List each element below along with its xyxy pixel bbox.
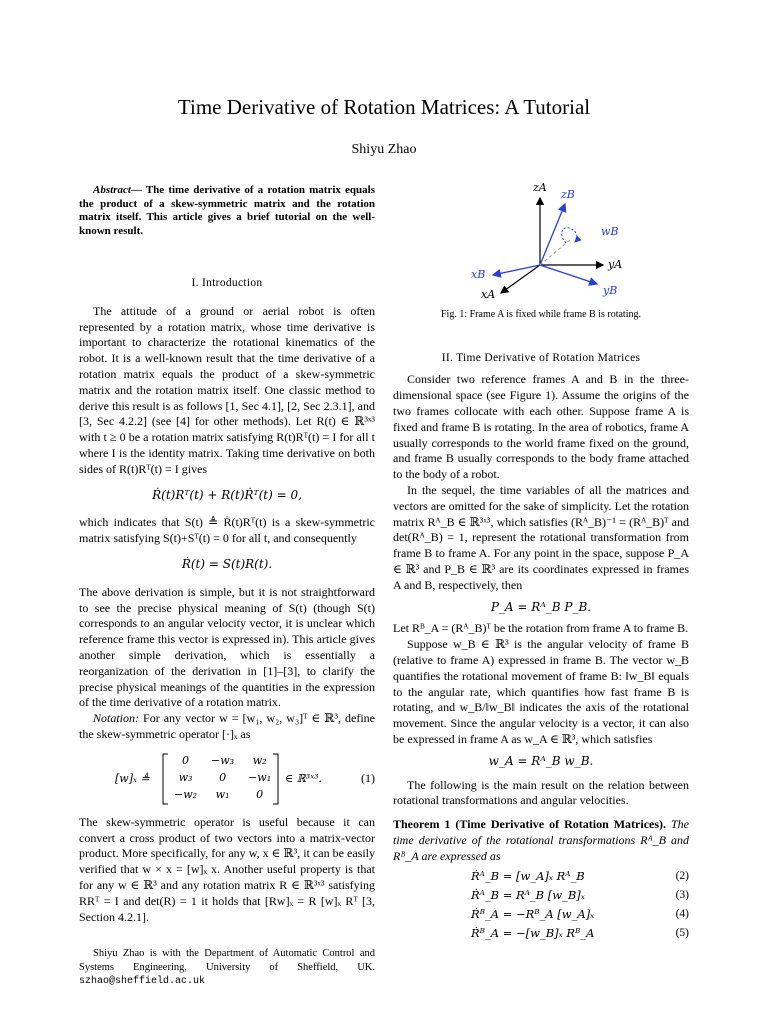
equation-derivative-identity: Ṙ(t)Rᵀ(t) + R(t)Ṙᵀ(t) = 0, — [152, 487, 302, 502]
author-name: Shiyu Zhao — [351, 142, 417, 157]
theorem-equations — [393, 869, 689, 945]
label-zA: zA — [533, 181, 547, 194]
figure-caption: Fig. 1: Frame A is fixed while frame B is rotating. — [441, 308, 641, 320]
theorem-text: The time derivative of the rotational transformations Rᴬ_B and Rᴮ_A are expressed as — [393, 817, 690, 863]
matrix-cell: 0 — [256, 788, 264, 802]
label-wB: wB — [601, 225, 619, 238]
theorem-label: Theorem 1 — [393, 817, 451, 832]
abstract: Abstract— The time derivative of a rotation matrix equals the product of a skew-symmetric matrix and the rotation matrix itself. This article gives a brief tutorial on the well-known result. — [79, 184, 375, 237]
right-column — [393, 176, 689, 945]
equation-1-skew-matrix — [79, 753, 375, 805]
author-email[interactable]: szhao@sheffield.ac.uk — [79, 976, 206, 988]
theorem-equation-expr: Ṙᴮ_A = −[w_B]ₓ Rᴮ_A — [471, 925, 595, 940]
sec2-paragraph-3: Let Rᴮ_A = (Rᴬ_B)ᵀ be the rotation from frame A to frame B. — [393, 621, 689, 636]
eq1-bracket-right — [272, 753, 280, 805]
matrix-row — [167, 787, 278, 804]
label-yA: yA — [608, 258, 623, 271]
sec2-paragraph-1: Consider two reference frames A and B in the three-dimensional space (see Figure 1). Assume the origins of the two frames collocate with each other. Suppose frame A is fixed and frame B is rotating. In the area of robotics, frame A usually corresponds to the world frame fixed on the ground, and frame B usually corresponds to the body frame attached to the body of a robot. — [393, 372, 689, 482]
theorem-equation-number: (5) — [675, 926, 689, 939]
sec2-paragraph-2: In the sequel, the time variables of all the matrices and vectors are omitted for the sake of simplicity. Let the rotation matrix Rᴬ_B ∈ ℝ³ˣ³, which satisfies (Rᴬ_B)⁻¹ = (Rᴬ_B)ᵀ and det(Rᴬ_B) = 1, represent the rotational transformation from frame B to frame A. For any point in the space, suppose P_A ∈ ℝ³ and P_B ∈ ℝ³ are its coordinates expressed in frames A and B, respectively, then — [393, 482, 689, 592]
matrix-cell: w₁ — [215, 788, 230, 802]
eq1-rhs: ∈ ℝ³ˣ³. — [285, 771, 323, 785]
theorem-equation-number: (2) — [675, 869, 689, 882]
theorem-equation — [393, 926, 689, 945]
matrix-cell: w₃ — [178, 771, 193, 785]
theorem-equation-expr: Ṙᴬ_B = Rᴬ_B [w_B]ₓ — [471, 887, 585, 902]
equation-angular-velocity: w_A = Rᴬ_B w_B. — [488, 753, 594, 768]
eq1-matrix — [167, 753, 278, 804]
theorem-equation — [393, 888, 689, 907]
theorem-equation-expr: Ṙᴬ_B = [w_A]ₓ Rᴬ_B — [471, 868, 585, 883]
intro-paragraph-3: The above derivation is simple, but it is not straightforward to see the precise physical meaning of S(t) (though S(t) corresponds to an angular velocity vector, it is unclear which reference frame this vector is expressed in). This article gives another simple derivation, which is essentially a reorganization of the derivation in [1]–[3], to clarify the precise physical meanings of the quantities in the expression of the time derivative of a rotation matrix. — [79, 584, 375, 710]
theorem-equation-number: (3) — [675, 888, 689, 901]
matrix-row — [167, 770, 278, 787]
paper-title: Time Derivative of Rotation Matrices: A Tutorial — [177, 95, 591, 119]
sec2-paragraph-5: The following is the main result on the relation between rotational transformations and angular velocities. — [393, 777, 689, 808]
matrix-cell: −w₁ — [248, 771, 272, 785]
matrix-cell: 0 — [182, 754, 190, 768]
section-heading-introduction: I. Introduction — [191, 277, 263, 289]
theorem-1 — [393, 817, 689, 864]
theorem-name: (Time Derivative of Rotation Matrices). — [455, 817, 667, 832]
abstract-label: Abstract — [93, 184, 131, 196]
label-yB: yB — [603, 284, 618, 297]
abstract-text: The time derivative of a rotation matrix equals the product of a skew-symmetric matrix and the rotation matrix itself. This article gives a brief tutorial on the well-known result. — [79, 184, 375, 237]
eq1-number: (1) — [361, 770, 375, 785]
intro-paragraph-4: The skew-symmetric operator is useful because it can convert a cross product of two vectors into a matrix-vector product. More specifically, for any w, x ∈ ℝ³, it can be easily verified that w × x = [w]ₓ x. Another useful property is that for any w ∈ ℝ³ and any rotation matrix R ∈ ℝ³ˣ³ satisfying RRᵀ = I and det(R) = 1 it holds that [Rw]ₓ = R [w]ₓ Rᵀ [3, Section 4.2.1]. — [79, 814, 375, 924]
matrix-row — [167, 753, 278, 770]
section-heading-time-derivative: II. Time Derivative of Rotation Matrices — [441, 351, 641, 364]
matrix-cell: −w₂ — [174, 788, 198, 802]
eq1-lhs: [w]ₓ ≜ — [115, 771, 150, 785]
theorem-equation-number: (4) — [675, 907, 689, 920]
figure-1-frames — [393, 176, 689, 302]
axis-yB — [540, 265, 597, 284]
theorem-equation — [393, 869, 689, 888]
theorem-equation — [393, 907, 689, 926]
matrix-cell: w₂ — [252, 754, 267, 768]
intro-paragraph-1: The attitude of a ground or aerial robot is often represented by a rotation matrix, whose time derivative is important to characterize the rotational kinematics of the robot. It is a well-known result that the time derivative of a rotation matrix equals the product of a skew-symmetric matrix and the rotation matrix itself. One classic method to derive this result is as follows [1, Sec 4.1], [2, Sec 2.3.1], and [3, Sec 4.2.2] (see [4] for other methods). Let R(t) ∈ ℝ³ˣ³ with t ≥ 0 be a rotation matrix satisfying R(t)Rᵀ(t) = I for all t where I is the identity matrix. Taking time derivative on both sides of R(t)Rᵀ(t) = I gives — [79, 303, 375, 476]
label-xB: xB — [471, 268, 486, 281]
matrix-cell: −w₃ — [211, 754, 235, 768]
footnote — [79, 947, 375, 989]
notation-text: For any vector w = [w₁, w₂, w₃]ᵀ ∈ ℝ³, define the skew-symmetric operator [·]ₓ as — [79, 711, 375, 741]
intro-paragraph-2: which indicates that S(t) ≜ Ṙ(t)Rᵀ(t) is a skew-symmetric matrix satisfying S(t)+Sᵀ(t) = 0 for all t, and consequently — [79, 515, 375, 546]
notation-label: Notation: — [93, 711, 140, 726]
notation-paragraph — [79, 711, 375, 743]
label-xA: xA — [481, 288, 496, 301]
left-column — [79, 184, 375, 989]
equation-point-transform: P_A = Rᴬ_B P_B. — [490, 599, 592, 614]
matrix-cell: 0 — [219, 771, 227, 785]
theorem-equation-expr: Ṙᴮ_A = −Rᴮ_A [w_A]ₓ — [471, 906, 595, 921]
footnote-text: Shiyu Zhao is with the Department of Automatic Control and Systems Engineering, University of Sheffield, UK. — [79, 948, 375, 973]
sec2-paragraph-4: Suppose w_B ∈ ℝ³ is the angular velocity of frame B (relative to frame A) expressed in frame B. The vector w_B quantifies the rotational movement of frame B: ‖w_B‖ equals to the angular rate, which quantifies how fast frame B is rotating, and w_B/‖w_B‖ indicates the axis of the rotational movement. Since the angular velocity is a vector, it can also be expressed in frame A as w_A ∈ ℝ³, which satisfies — [393, 637, 689, 746]
equation-rdot: Ṙ(t) = S(t)R(t). — [181, 556, 273, 571]
label-zB: zB — [561, 188, 575, 201]
